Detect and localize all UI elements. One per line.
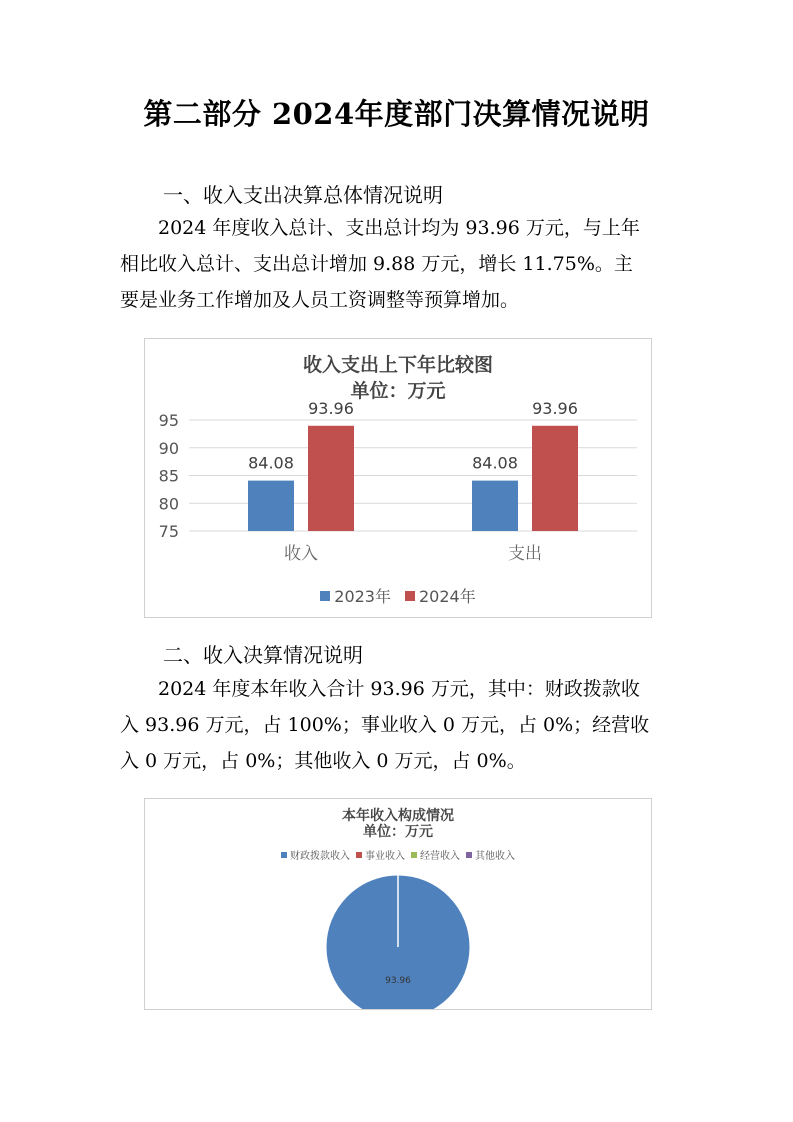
data-label: 84.08 [248, 453, 294, 473]
legend-label: 事业收入 [365, 851, 405, 862]
paragraph-line: 相比收入总计、支出总计增加 9.88 万元，增长 11.75%。主 [120, 253, 633, 275]
y-tick-label: 80 [158, 494, 179, 514]
legend-label: 财政拨款收入 [290, 851, 350, 862]
section-heading-income: 二、收入决算情况说明 [163, 643, 363, 667]
data-label: 84.08 [472, 453, 518, 473]
legend-label: 经营收入 [420, 851, 460, 862]
chart-subtitle: 单位：万元 [350, 380, 446, 402]
bar [472, 481, 518, 531]
paragraph-line: 入 0 万元，占 0%；其他收入 0 万元，占 0%。 [120, 750, 526, 772]
legend-swatch [405, 591, 415, 601]
paragraph-line: 要是业务工作增加及人员工资调整等预算增加。 [120, 289, 520, 311]
legend-item-2024 [405, 584, 476, 607]
data-label: 93.96 [308, 398, 354, 418]
income-expense-comparison-chart [144, 338, 652, 618]
legend-swatch [320, 591, 330, 601]
y-tick-label: 90 [158, 438, 179, 458]
paragraph-line: 2024 年度收入总计、支出总计均为 93.96 万元，与上年 [158, 217, 640, 239]
paragraph-line: 入 93.96 万元，占 100%；事业收入 0 万元，占 0%；经营收 [120, 714, 650, 736]
data-label: 93.96 [385, 976, 411, 986]
pie-chart-plot [145, 799, 651, 1009]
chart-title: 收入支出上下年比较图 [302, 354, 493, 376]
legend-label: 2023年 [334, 587, 391, 606]
y-tick-label: 85 [158, 466, 179, 486]
page-title: 第二部分 2024年度部门决算情况说明 [143, 97, 650, 131]
chart-title: 本年收入构成情况 [342, 808, 454, 824]
bar [532, 426, 578, 531]
chart-subtitle: 单位：万元 [363, 824, 433, 840]
data-label: 93.96 [532, 398, 578, 418]
income-composition-chart [144, 798, 652, 1010]
x-tick-label: 收入 [284, 544, 318, 564]
y-tick-label: 75 [158, 522, 179, 541]
bar [248, 481, 294, 531]
overview-paragraph [120, 210, 680, 318]
bar-chart-plot [145, 339, 651, 617]
bar-chart-legend [145, 584, 651, 607]
x-tick-label: 支出 [508, 544, 542, 564]
paragraph-line: 2024 年度本年收入合计 93.96 万元，其中：财政拨款收 [158, 678, 640, 700]
legend-label: 其他收入 [475, 851, 515, 862]
legend-item-2023 [320, 584, 391, 607]
legend-label: 2024年 [419, 587, 476, 606]
bar [308, 426, 354, 531]
y-tick-label: 95 [158, 411, 179, 430]
section-heading-overview: 一、收入支出决算总体情况说明 [163, 183, 443, 207]
income-paragraph [120, 671, 680, 779]
